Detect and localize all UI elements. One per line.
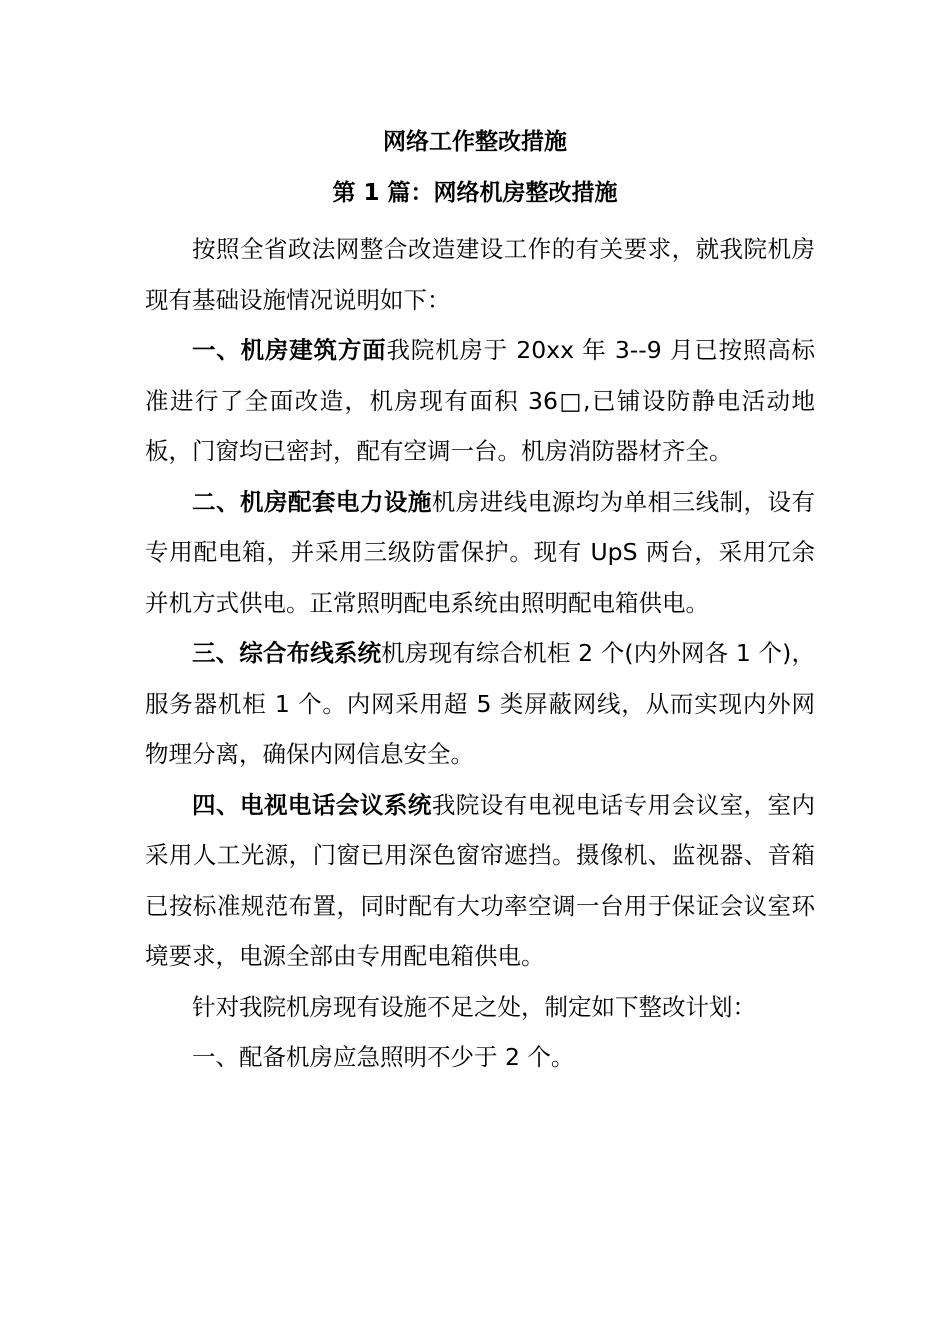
- paragraph-building: [145, 325, 815, 477]
- paragraph-text: 机房进线电源均为单相三线制，设有专用配电箱，并采用三级防雷保护。现有 UpS 两台，采用冗余并机方式供电。正常照明配电系统由照明配电箱供电。: [145, 487, 816, 617]
- paragraph-conference: [145, 780, 815, 982]
- document-title: 网络工作整改措施: [383, 129, 567, 155]
- paragraph-heading: 三、综合布线系统: [192, 639, 382, 667]
- paragraph-text: 我院设有电视电话专用会议室，室内采用人工光源，门窗已用深色窗帘遮挡。摄像机、监视器、音箱已按标准规范布置，同时配有大功率空调一台用于保证会议室环境要求，电源全部由专用配电箱供电。: [145, 790, 816, 970]
- paragraph-plan-item-1: [145, 1032, 815, 1083]
- paragraph-intro: [145, 224, 815, 325]
- paragraph-heading: 二、机房配套电力设施: [192, 487, 432, 516]
- paragraph-text: 我院机房于 20xx 年 3--9 月已按照高标准进行了全面改造，机房现有面积 36□,已铺设防静电活动地板，门窗均已密封，配有空调一台。机房消防器材齐全。: [145, 336, 815, 465]
- paragraph-heading: 四、电视电话会议系统: [192, 790, 432, 819]
- paragraph-text: 按照全省政法网整合改造建设工作的有关要求，就我院机房现有基础设施情况说明如下：: [145, 235, 815, 314]
- document-subtitle: 第 1 篇：网络机房整改措施: [332, 180, 618, 206]
- paragraph-power: [145, 477, 815, 629]
- paragraph-cabling: [145, 628, 815, 780]
- paragraph-heading: 一、机房建筑方面: [192, 336, 387, 364]
- paragraph-plan-intro: [145, 982, 815, 1033]
- paragraph-text: 一、配备机房应急照明不少于 2 个。: [192, 1043, 575, 1071]
- document-body: [145, 224, 815, 1083]
- paragraph-text: 针对我院机房现有设施不足之处，制定如下整改计划：: [192, 992, 756, 1021]
- paragraph-text: 机房现有综合机柜 2 个(内外网各 1 个)，服务器机柜 1 个。内网采用超 5 类屏蔽网线，从而实现内外网物理分离，确保内网信息安全。: [145, 639, 815, 768]
